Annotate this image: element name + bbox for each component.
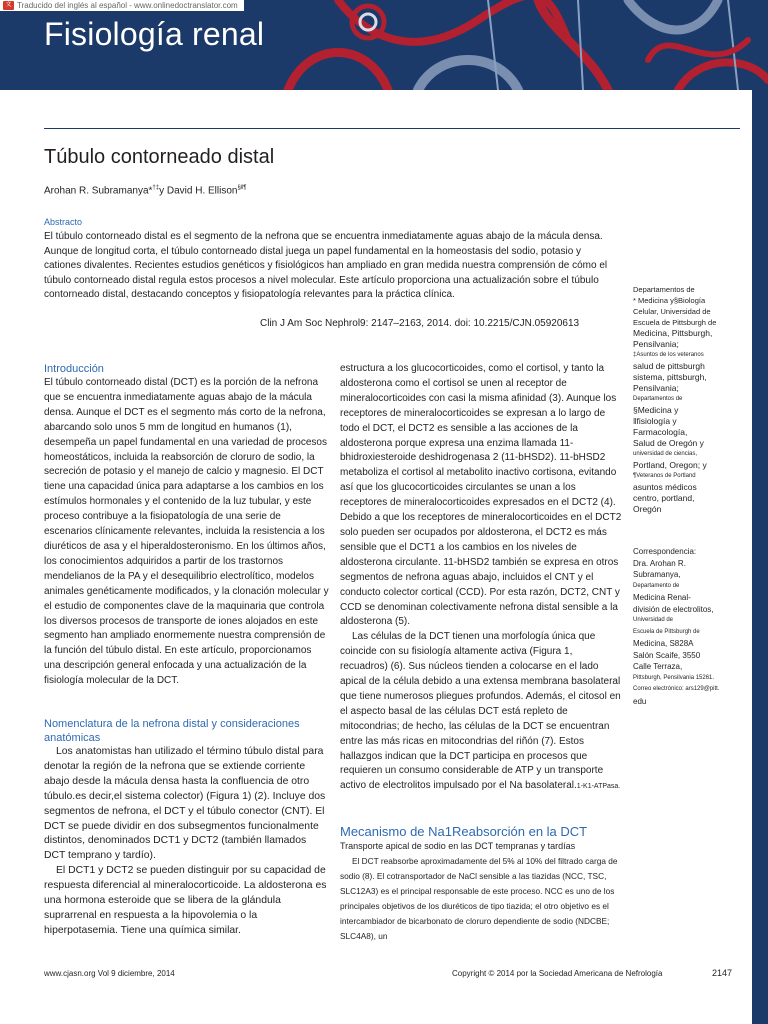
- title-rule: [44, 128, 740, 129]
- email-line[interactable]: Correo electrónico: ars129@pitt.: [633, 686, 720, 692]
- aff-line: Portland, Oregon; y: [633, 460, 707, 470]
- translation-banner[interactable]: [0, 0, 244, 11]
- nephron-illustration: [248, 0, 768, 90]
- aff-line: ¶Veteranos de Portland: [633, 473, 696, 479]
- aff-line: sistema, pittsburgh,: [633, 372, 707, 382]
- nomenclature-heading: Nomenclatura de la nefrona distal y consideraciones anatómicas: [44, 718, 300, 745]
- mechanism-subheading: Transporte apical de sodio en las DCT tempranas y tardías: [340, 841, 576, 852]
- corr-line: Medicina Renal-: [633, 593, 691, 602]
- footer-journal-info: www.cjasn.org Vol 9 diciembre, 2014: [44, 969, 175, 978]
- aff-line: Escuela de Pittsburgh de: [633, 318, 717, 327]
- corr-line: Universidad de: [633, 617, 674, 623]
- corr-line: Salón Scaife, 3550: [633, 650, 701, 660]
- aff-line: universidad de ciencias,: [633, 451, 698, 457]
- intro-paragraph: El túbulo contorneado distal (DCT) es la porción de la nefrona que se encuentra inmediatamente aguas abajo de la mácula densa. Aunque el DCT es el segmento más corto de la nefrona, abarcando solo unos 5 mm de longitud en humanos (1), desempeña un papel fundamental en una variedad de procesos homeostáticos, incluida la reabsorción de cloruro de sodio, la secreción de potasio y el manejo de calcio y magnesio. El DCT tiene una capacidad única para adaptarse a los cambios en los estímulos hormonales y el contenido de la luz tubular, y este proceso contribuye a la fisiopatología de una serie de escenarios clínicamente relevantes, incluida la resistencia a los diuréticos de asa y el hiperaldosteronismo. En los últimos años, los conocimientos adquiridos a partir de los trastornos mendelianos de la PA y el desequilibrio electrolítico, modelos animales genéticamente modificados, y la clonación molecular y el estudio de componentes clave de la maquinaria que controla los diversos procesos de transporte de iones alojados en este segmento han ampliado enormemente nuestra comprensión de la función del túbulo distal. En este artículo, proporcionamos una descripción general enfocada y una actualización de la fisiología molecular de la DCT.: [44, 377, 329, 687]
- translation-banner-text: Traducido del inglés al español - www.onlinedoctranslator.com: [17, 1, 238, 10]
- mid-paragraph-2: Las células de la DCT tienen una morfología única que coincide con su fisiología altamente activa (Figura 1, recuadros) (6). Sus núcleos tienden a colocarse en el lado apical de la célula debido a una extensa membrana basolateral que tiene numerosos pliegues profundos. Además, el citosol en el aspecto basal de las células DCT está repleto de mitocondrias; de hecho, las células de la DCT se encuentran entre las más ricas en mitocondrias del riñón (7). Estos hallazgos indican que la DCT participa en procesos que requieren un consumo considerable de ATP y un transporte activo de electrolitos impulsado por el Na basolateral.: [340, 631, 621, 792]
- right-edge-bar: [752, 90, 768, 1024]
- aff-line: Farmacología,: [633, 427, 688, 437]
- mid-paragraph-1: estructura a los glucocorticoides, como el cortisol, y tanto la aldosterona como el cortisol se unen al receptor de mineralocorticoides con casi la misma afinidad (3). Aunque los receptores de mineralocorticoides se expresan a lo largo de todo el DCT, el DCT2 es sensible a las acciones de la aldosterona porque expresa una enzima llamada 11-bhidroxiesteroide deshidrogenasa 2 (11-bHSD2). 11-bHSD2 metaboliza el cortisol al metabolito inactivo cortisona, evitando así que los glucocorticoides circulantes se unan a los receptores de mineralocorticoides expresados en el DCT2 (4). Debido a que los receptores de mineralocorticoides en el DCT2 solo pueden ser ocupados por aldosterona, el DCT2 es más sensible que el DCT1 a los cambios en los niveles de aldosterona circulante. 11-bHSD2 también se expresa en otros segmentos de nefrona aguas abajo, incluidos el CNT y el conducto colector cortical (CCD). Por esta razón, DCT2, CNT y CCD se denominan colectivamente nefrona distal sensible a la aldosterona (5).: [340, 363, 622, 628]
- aff-line: [633, 295, 745, 306]
- mechanism-heading: Mecanismo de Na1Reabsorción en la DCT: [340, 824, 588, 840]
- aff-line: Salud de Oregón y: [633, 438, 704, 448]
- author-1-affil: †‡: [152, 185, 160, 191]
- aff-line: Pensilvania;: [633, 383, 679, 393]
- aff-line: ‡Asuntos de los veteranos: [633, 352, 704, 358]
- corr-line: Pittsburgh, Pensilvania 15261.: [633, 674, 715, 681]
- mid-paragraph-2-wrap: [340, 630, 622, 795]
- aff-line: Medicina, Pittsburgh,: [633, 328, 713, 338]
- aff-line: §Medicina y: [633, 405, 679, 415]
- corr-line: Escuela de Pittsburgh de: [633, 628, 700, 635]
- mid-paragraph-2-end: 1-K1-ATPasa.: [576, 783, 621, 791]
- left-column: [44, 362, 329, 939]
- aff-line: Departamentos de: [633, 396, 683, 402]
- corr-line: Correspondencia:: [633, 547, 697, 556]
- aff-line: salud de pittsburgh: [633, 361, 705, 371]
- aff-line-part: * Medicina y: [633, 296, 674, 305]
- intro-heading: Introducción: [44, 363, 104, 375]
- author-1: Arohan R. Subramanya*: [44, 185, 153, 197]
- middle-column: [340, 362, 622, 944]
- aff-line-part: §Biología: [673, 296, 706, 305]
- corr-line: Medicina, S828A: [633, 639, 694, 648]
- author-2-affil: §‖¶: [237, 185, 247, 191]
- aff-line: centro, portland,: [633, 493, 695, 503]
- aff-line: Oregón: [633, 504, 662, 514]
- journal-title: Fisiología renal: [44, 16, 265, 52]
- corr-line: Dra. Arohan R.: [633, 558, 686, 568]
- abstract-label: Abstracto: [44, 217, 83, 227]
- translate-icon: 文: [3, 1, 14, 10]
- corr-line: Departamento de: [633, 582, 680, 589]
- aff-line: Departamentos de: [633, 285, 695, 294]
- corr-line: división de electrolitos,: [633, 604, 714, 614]
- page-number: 2147: [712, 968, 733, 978]
- citation: Clin J Am Soc Nephrol9: 2147–2163, 2014. doi: 10.2215/CJN.05920613: [260, 318, 580, 329]
- correspondence: [633, 546, 745, 707]
- nomenclature-paragraph-2: El DCT1 y DCT2 se pueden distinguir por su capacidad de respuesta diferencial al mineralocorticoide. La aldosterona es una hormona esteroide que se libera de la glándula suprarrenal en respuesta a la hipovolemia o la hiperpotasemia. Tiene una química similar.: [44, 865, 327, 936]
- nomenclature-paragraph-1: Los anatomistas han utilizado el término túbulo distal para denotar la región de la nefrona que se extiende corriente abajo desde la mácula densa hasta la confluencia de otro túbulo.es decir,el sistema colector) (Figura 1) (2). Incluye dos segmentos de nefrona, el DCT y el túbulo conector (CNT). El DCT se puede dividir en dos subsegmentos funcionalmente distintos, denominados DCT1 y DCT2 (también llamados DCT temprano y tardío).: [44, 746, 326, 862]
- journal-header: [0, 0, 768, 90]
- mechanism-paragraph: El DCT reabsorbe aproximadamente del 5% al 10% del filtrado carga de sodio (8). El cotransportador de NaCl sensible a las tiazidas (NCC, TSC, SLC12A3) es el principal responsable de este proceso. NCC es uno de los principales objetivos de los diuréticos de tipo tiazida; el otro objetivo es el intercambiador de bicarbonato de cloruro dependiente de sodio (NDCBE; SLC4A8), un: [340, 856, 618, 942]
- author-line: [44, 185, 247, 196]
- abstract-text: El túbulo contorneado distal es el segmento de la nefrona que se encuentra inmediatamente aguas abajo de la mácula densa. Aunque de longitud corta, el túbulo contorneado distal juega un papel fundamental en la homeostasis del sodio, potasio y cationes divalentes. Recientes estudios genéticos y fisiológicos han ampliado en gran medida nuestra comprensión de cómo el túbulo contorneado distal regula estos procesos a nivel molecular. Este artículo proporciona una actualización sobre el túbulo contorneado distal, destacando conceptos y fisiopatología relevantes para la práctica clínica.: [44, 231, 608, 301]
- author-2: y David H. Ellison: [159, 185, 238, 197]
- aff-line: Pensilvania;: [633, 339, 679, 349]
- corr-line: Subramanya,: [633, 570, 681, 579]
- aff-line: ‖fisiología y: [633, 416, 677, 426]
- footer-copyright: Copyright © 2014 por la Sociedad Americana de Nefrología: [452, 969, 663, 978]
- email-line-end[interactable]: edu: [633, 696, 647, 706]
- aff-line: Celular, Universidad de: [633, 307, 711, 316]
- affiliations: [633, 284, 745, 515]
- article-title: Túbulo contorneado distal: [44, 146, 275, 168]
- corr-line: Calle Terraza,: [633, 662, 683, 671]
- aff-line: asuntos médicos: [633, 482, 697, 492]
